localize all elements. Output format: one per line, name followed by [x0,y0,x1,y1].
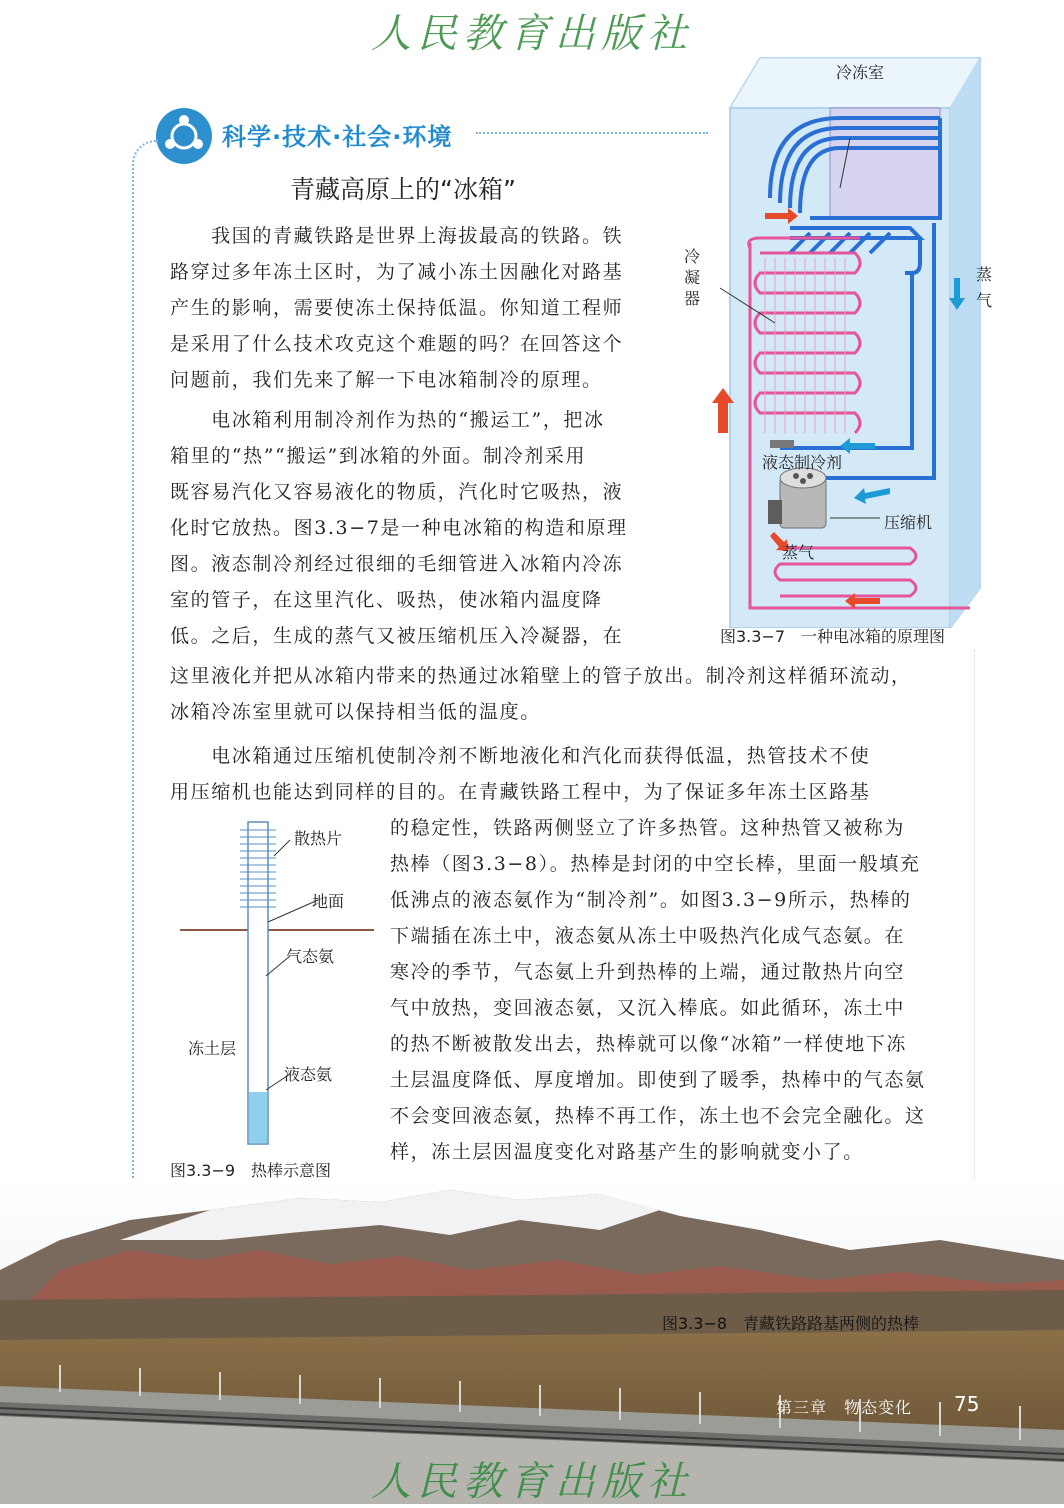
label-condenser: 冷凝器 [684,247,701,308]
label-gas-ammonia: 气态氨 [286,947,335,966]
text-line: 土层温度降低、厚度增加。即使到了暖季，热棒中的气态氨 [390,1069,926,1091]
page-number: 75 [954,1392,980,1416]
section-divider [476,132,708,134]
text-line: 化时它放热。图3.3−7是一种电冰箱的构造和原理 [170,517,628,539]
text-line: 箱里的“热”“搬运”到冰箱的外面。制冷剂采用 [170,445,587,467]
text-line: 气中放热，变回液态氨，又沉入棒底。如此循环，冻土中 [390,997,906,1019]
label-vapor-right: 蒸气 [976,265,993,310]
paragraph-fridge-principle [170,402,660,654]
paragraph-intro [170,218,660,398]
article-title: 青藏高原上的“冰箱” [290,175,516,204]
label-freezer: 冷冻室 [836,63,885,82]
text-line: 寒冷的季节，气态氨上升到热棒的上端，通过散热片向空 [390,961,906,983]
text-line: 样，冻土层因温度变化对路基产生的影响就变小了。 [390,1141,864,1163]
text-line: 不会变回液态氨，热棒不再工作，冻土也不会完全融化。这 [390,1105,926,1127]
text-line: 电冰箱通过压缩机使制冷剂不断地液化和汽化而获得低温，热管技术不使 [170,745,871,767]
fridge-caption: 图3.3−7 一种电冰箱的原理图 [720,627,946,646]
heatpipe-diagram-svg [178,816,378,1152]
fridge-diagram-svg [690,48,990,628]
text-line: 室的管子，在这里汽化、吸热，使冰箱内温度降 [170,589,603,611]
text-line: 低沸点的液态氨作为“制冷剂”。如图3.3−9所示，热棒的 [390,889,912,911]
text-line: 产生的影响，需要使冻土保持低温。你知道工程师 [170,297,624,319]
section-frame-right [974,650,975,1180]
text-line: 用压缩机也能达到同样的目的。在青藏铁路工程中，为了保证多年冻土区路基 [170,781,871,803]
text-line: 是采用了什么技术攻克这个难题的吗？在回答这个 [170,333,624,355]
photo-caption: 图3.3−8 青藏铁路路基两侧的热棒 [662,1314,920,1333]
heatpipe-diagram [178,816,378,1152]
text-line: 冰箱冷冻室里就可以保持相当低的温度。 [170,701,541,723]
label-compressor: 压缩机 [884,513,933,532]
text-line: 的稳定性，铁路两侧竖立了许多热管。这种热管又被称为 [390,817,906,839]
publisher-logo-bottom: 人民教育出版社 [371,1459,693,1505]
text-line: 路穿过多年冻土区时，为了减小冻土因融化对路基 [170,261,624,283]
text-line: 热棒（图3.3−8）。热棒是封闭的中空长棒，里面一般填充 [390,853,921,875]
label-fins: 散热片 [294,829,343,848]
chapter-footer: 第三章 物态变化 [776,1398,913,1417]
paragraph-heatpipe-intro [170,738,960,810]
label-liquid-ammonia: 液态氨 [284,1065,333,1084]
paragraph-heatpipe [390,810,960,1170]
publisher-logo-top: 人民教育出版社 [371,11,693,57]
paragraph-fridge-continuation [170,658,960,730]
text-line: 我国的青藏铁路是世界上海拔最高的铁路。铁 [170,225,624,247]
label-vapor-bottom: 蒸气 [782,543,815,562]
text-line: 下端插在冻土中，液态氨从冻土中吸热汽化成气态氨。在 [390,925,906,947]
text-line: 图。液态制冷剂经过很细的毛细管进入冰箱内冷冻 [170,553,624,575]
fridge-diagram [690,48,990,628]
text-line: 问题前，我们先来了解一下电冰箱制冷的原理。 [170,369,603,391]
label-liquid-refrigerant: 液态制冷剂 [762,453,843,472]
text-line: 这里液化并把从冰箱内带来的热通过冰箱壁上的管子放出。制冷剂这样循环流动， [170,665,912,687]
label-permafrost: 冻土层 [188,1039,237,1058]
text-line: 电冰箱利用制冷剂作为热的“搬运工”，把冰 [170,409,605,431]
label-ground: 地面 [312,892,345,911]
section-heading: 科学·技术·社会·环境 [222,123,453,151]
heatpipe-caption: 图3.3−9 热棒示意图 [170,1161,332,1180]
text-line: 既容易汽化又容易液化的物质，汽化时它吸热，液 [170,481,624,503]
section-frame-left [132,140,158,1182]
text-line: 低。之后，生成的蒸气又被压缩机压入冷凝器，在 [170,625,624,647]
sts-section-icon [156,108,212,164]
text-line: 的热不断被散发出去，热棒就可以像“冰箱”一样使地下冻 [390,1033,908,1055]
